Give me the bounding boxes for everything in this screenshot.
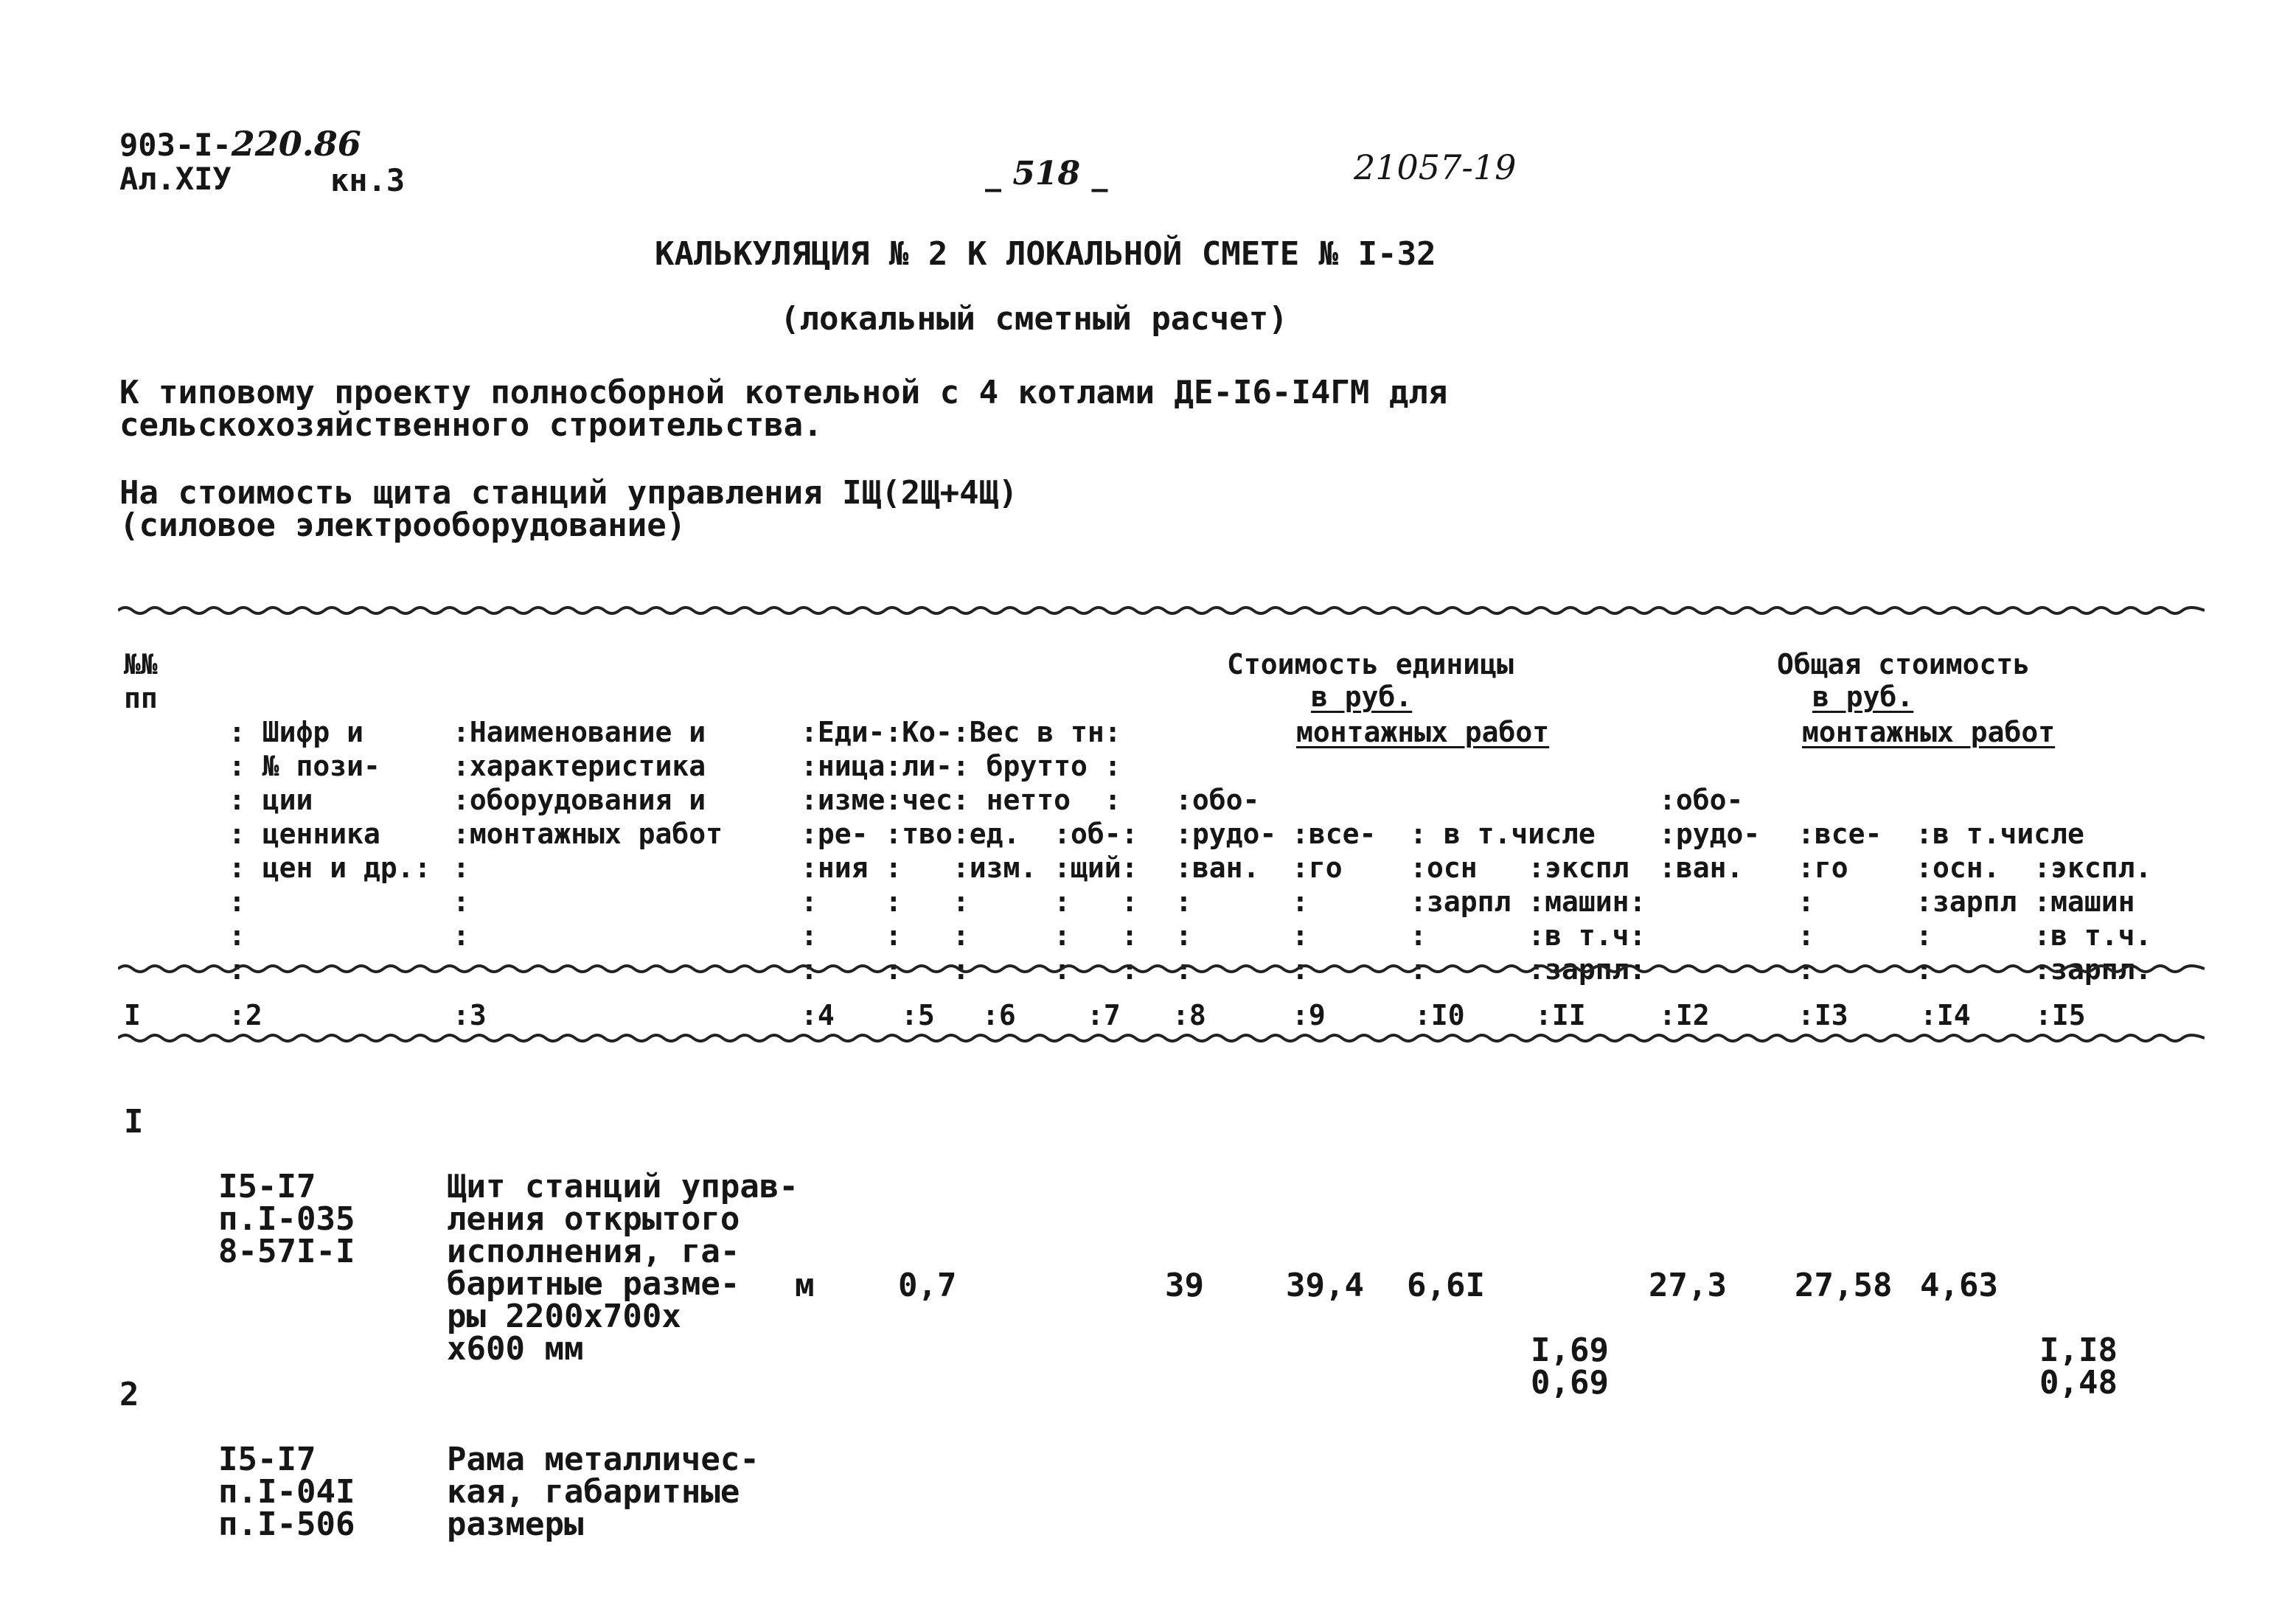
row-number: 2: [119, 1376, 139, 1413]
column-numbers-rule: [118, 1029, 2205, 1045]
colnum-5: :5: [901, 999, 935, 1031]
intro-line-2: сельскохозяйственного строительства.: [119, 406, 823, 444]
row-total-mount: 27,58: [1795, 1267, 1893, 1304]
doc-code: [119, 124, 361, 164]
header-col-total-equip: :обо- :рудо- :ван.: [1659, 784, 1761, 884]
doc-code-prefix: 903-I-: [119, 127, 232, 163]
colnum-2: :2: [229, 999, 262, 1031]
header-mount-sub-1: :все- : в т.числе :го :осн :экспл : :зарпл :машин: : : :в т.ч: : : :зарпл:: [1292, 818, 1646, 986]
colnum-9: :9: [1292, 999, 1326, 1031]
row-total-wage: 4,63: [1920, 1267, 1998, 1304]
header-col-num: №№ пп: [124, 648, 158, 714]
row-number: I: [124, 1103, 144, 1141]
row-total-machines: I,I8 0,48: [2039, 1332, 2118, 1402]
colnum-12: :I2: [1659, 999, 1710, 1031]
header-unit-cost-title: Стоимость единицы: [1227, 648, 1514, 681]
header-col-equip: :обо- :рудо- :ван. : : :: [1175, 784, 1277, 986]
table-header-rule: [118, 960, 2205, 976]
colnum-7: :7: [1087, 999, 1121, 1031]
doc-code-handwritten: 220.86: [231, 124, 361, 164]
header-col-code: : Шифр и : № пози- : ции : ценника : цен и др.: : : :: [229, 716, 431, 986]
colnum-8: :8: [1172, 999, 1206, 1031]
colnum-14: :I4: [1920, 999, 1971, 1031]
colnum-4: :4: [801, 999, 835, 1031]
row-code: I5-I7 п.I-035 8-57I-I: [218, 1168, 355, 1270]
row-mount-machines: I,69 0,69: [1531, 1332, 1609, 1402]
colnum-15: :I5: [2035, 999, 2086, 1031]
row-equip-cost: 39: [1165, 1267, 1204, 1304]
row-total-equip: 27,3: [1649, 1267, 1727, 1304]
header-col-unit-qty-weight: :Еди-:Ко-:Вес в тн: :ница:ли-: брутто : :изме:чес: нетто : :ре- :тво:ед. :об-: :ния : :изм. :щий: : : : : : : : : : : : : : : :: [801, 716, 1138, 986]
header-mount-title-2: монтажных работ: [1802, 716, 2056, 748]
colnum-1: I: [124, 999, 141, 1031]
header-col-name: :Наименование и :характеристика :оборудования и :монтажных работ : : :: [453, 716, 723, 952]
header-total-cost-title: Общая стоимость: [1777, 648, 2031, 681]
header-mount-title-1: монтажных работ: [1296, 716, 1550, 748]
header-mount-sub-2: :все- :в т.числе :го :осн. :экспл. : :зарпл :машин : : :в т.ч. : : :зарпл.: [1798, 818, 2152, 986]
intro-line-3: На стоимость щита станций управления IЩ(2Щ+4Щ): [119, 474, 1018, 512]
page-number: _ 518 _: [985, 155, 1108, 192]
row-mount-wage: 6,6I: [1407, 1267, 1485, 1304]
header-total-cost-sub: в руб.: [1812, 681, 1914, 713]
header-unit-cost-sub: в руб.: [1311, 681, 1413, 713]
row-unit: м: [795, 1267, 815, 1304]
colnum-10: :I0: [1414, 999, 1465, 1031]
row-code: I5-I7 п.I-04I п.I-506: [218, 1441, 355, 1543]
page-title: КАЛЬКУЛЯЦИЯ № 2 К ЛОКАЛЬНОЙ СМЕТЕ № I-32: [655, 235, 1436, 273]
colnum-6: :6: [982, 999, 1016, 1031]
page-subtitle: (локальный сметный расчет): [780, 300, 1288, 338]
colnum-11: :II: [1535, 999, 1586, 1031]
doc-number: 21057-19: [1354, 147, 1517, 187]
table-top-rule: [118, 602, 2205, 618]
colnum-13: :I3: [1798, 999, 1848, 1031]
intro-line-1: К типовому проекту полносборной котельной с 4 котлами ДЕ-I6-I4ГМ для: [119, 374, 1448, 411]
row-mount-total: 39,4: [1286, 1267, 1364, 1304]
book-label: кн.3: [330, 162, 406, 198]
row-qty: 0,7: [898, 1267, 957, 1304]
row-name: Щит станций управ- ления открытого исполнения, га- баритные разме- ры 2200х700х х600 мм: [447, 1168, 799, 1368]
album-label: Ал.XIУ: [119, 161, 232, 197]
intro-line-4: (силовое электрооборудование): [119, 507, 686, 544]
colnum-3: :3: [453, 999, 487, 1031]
row-name: Рама металличес- кая, габаритные размеры: [447, 1441, 759, 1543]
